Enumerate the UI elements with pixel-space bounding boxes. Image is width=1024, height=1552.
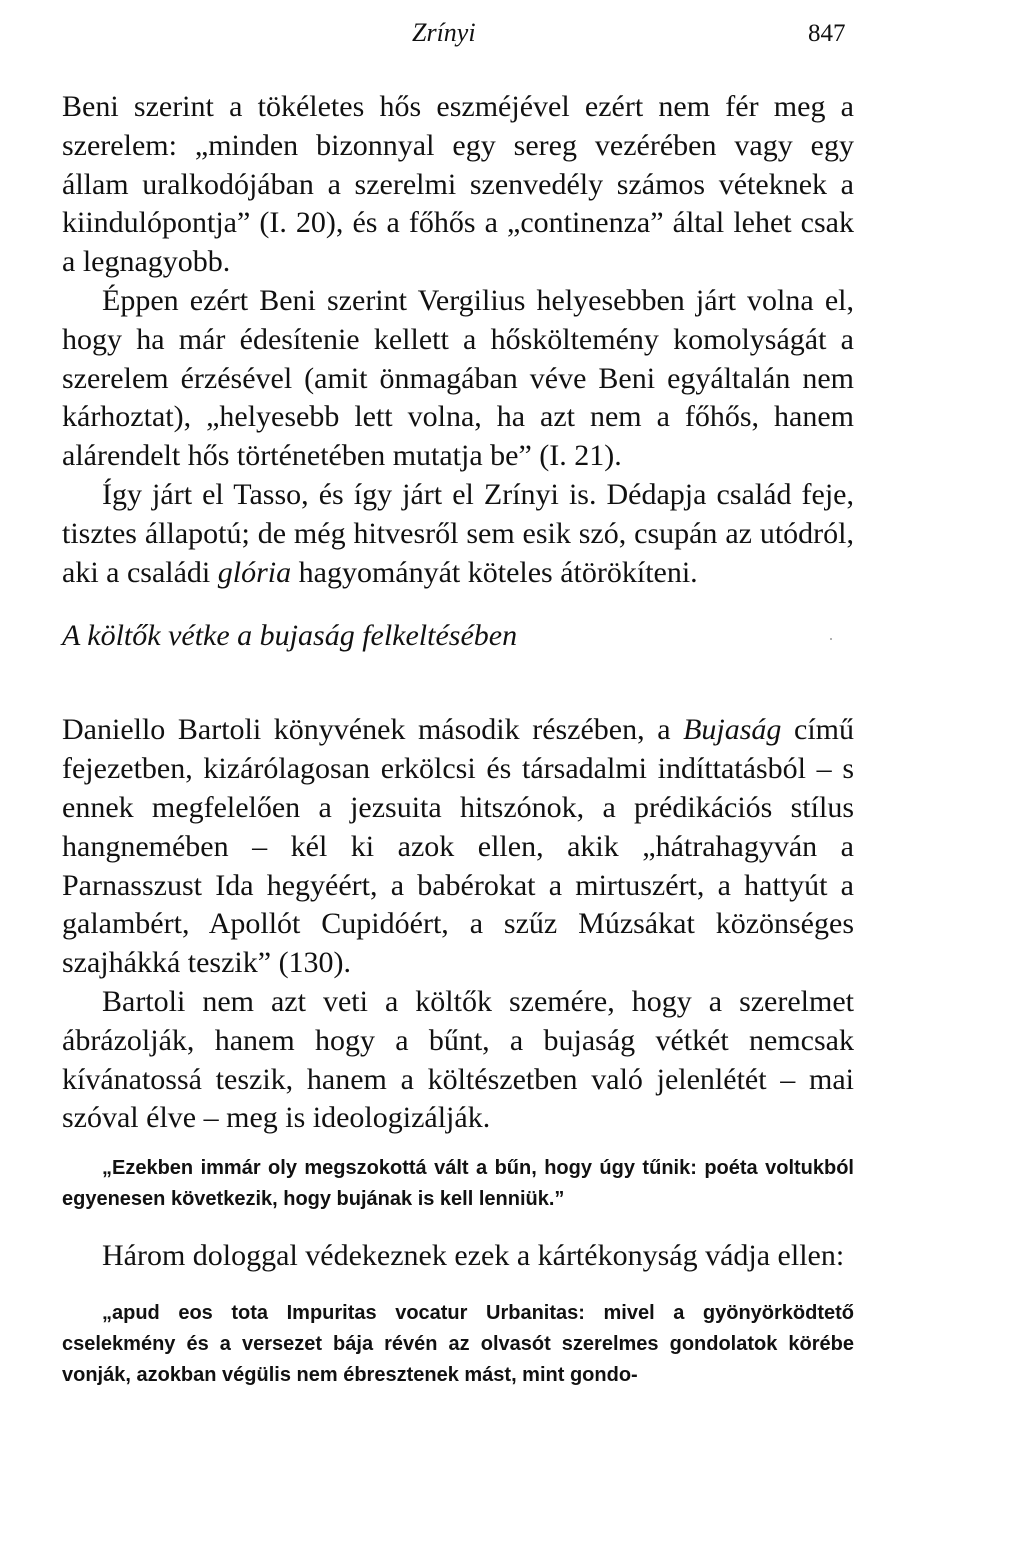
text-run: Daniello Bartoli könyvének második részében, a	[62, 713, 684, 747]
paragraph-bartoli-critique: Bartoli nem azt veti a költők szemére, hogy a szerelmet ábrázolják, hanem hogy a bűnt, a bujaság vétkét nemcsak kívánatossá teszik, hanem a költészetben való jelenlétét – mai szóval élve – meg is ideologizálják.	[62, 984, 854, 1135]
paragraph-bartoli-intro	[62, 711, 854, 983]
paragraph-vergilius: Éppen ezért Beni szerint Vergilius helyesebben járt volna el, hogy ha már édesítenie kellett a hősköltemény komolyságát a szerelem érzésével (amit önmagában véve Beni egyáltalán nem kárhoztat), „helyesebb lett volna, ha azt nem a főhős, hanem alárendelt hős történetében mutatja be” (I. 21).	[62, 283, 854, 473]
block-quote-latin: „apud eos tota Impuritas vocatur Urbanitas: mivel a gyönyörködtető cselekmény és a versezet bája révén az olvasót szerelmes gondolatok körébe vonják, azokban végülis nem ébresztenek mást, mint gondo-	[62, 1301, 854, 1386]
paragraph-beni-love: Beni szerint a tökéletes hős eszméjével ezért nem fér meg a szerelem: „minden bizonnyal egy sereg vezérében vagy egy állam uralkodójában a szerelmi szenvedély számos véteknek a kiindulópontja” (I. 20), és a főhős a „continenza” által lehet csak a legnagyobb.	[62, 90, 854, 279]
running-title: Zrínyi	[412, 18, 476, 47]
body-text	[62, 88, 854, 1391]
block-quote-poets: „Ezekben immár oly megszokottá vált a bűn, hogy úgy tűnik: poéta voltukból egyenesen következik, hogy bujának is kell lenniük.”	[62, 1157, 854, 1211]
text-run: Így járt el Tasso, és így járt el Zrínyi is. Dédapja család feje, tisztes állapotú; de még hitvesről sem esik szó, csupán az utódról, aki a családi	[62, 477, 854, 589]
paragraph-tasso-zrinyi	[62, 476, 854, 592]
text-run: hagyományát köteles átörökíteni.	[291, 555, 698, 589]
print-speck	[830, 638, 832, 640]
emphasis-bujasag: Bujaság	[683, 713, 782, 747]
paragraph-three-defenses: Három dologgal védekeznek ezek a kártékonyság vádja ellen:	[102, 1239, 845, 1273]
emphasis-gloria: glória	[217, 555, 292, 589]
page-number: 847	[808, 20, 846, 47]
section-heading: A költők vétke a bujaság felkeltésében	[62, 619, 518, 653]
running-head	[0, 18, 1024, 52]
text-run: című fejezetben, kizárólagosan erkölcsi és társadalmi indíttatásból – s ennek megfelelően a jezsuita hitszónok, a prédikációs stílus hangnemében – kél ki azok ellen, akik „hátrahagyván a Parnasszust Ida hegyéért, a babérokat a mirtuszért, a hattyút a galambért, Apollót Cupidóért, a szűz Múzsákat közönséges szajhákká teszik” (130).	[62, 713, 854, 980]
